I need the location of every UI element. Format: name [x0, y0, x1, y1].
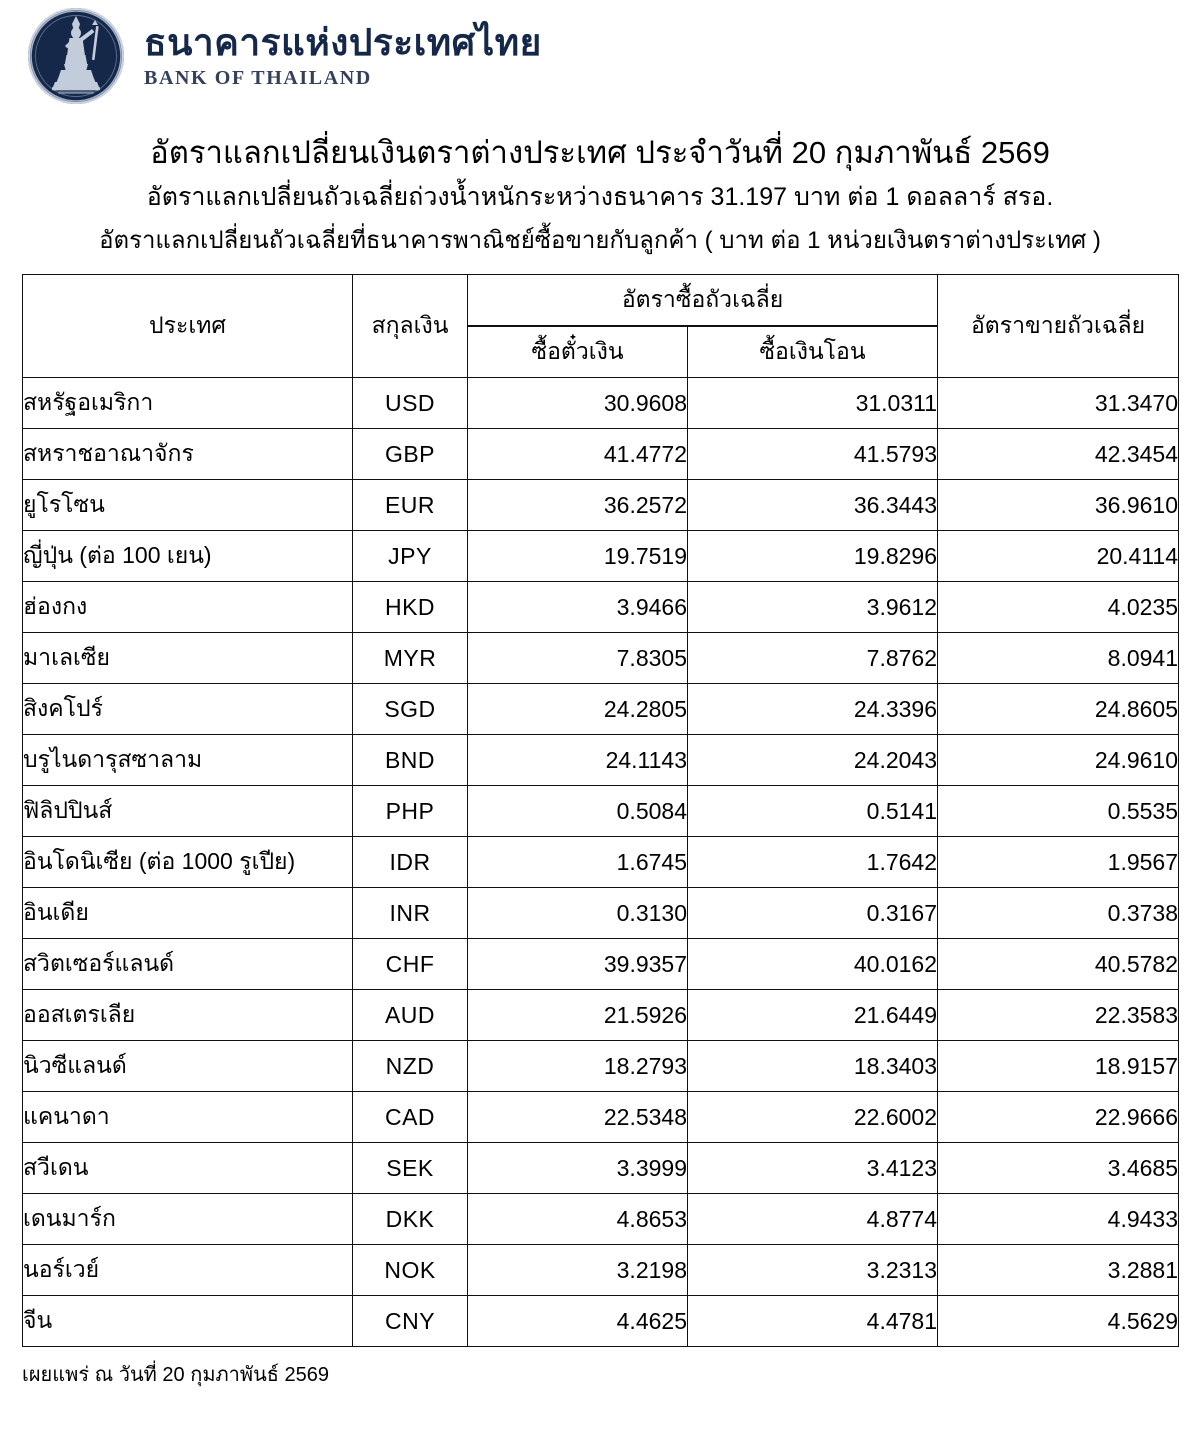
cell-currency-code: GBP [353, 429, 468, 480]
cell-currency-code: USD [353, 378, 468, 429]
exchange-rate-table-container [22, 274, 1178, 1347]
cell-buy-bill: 4.8653 [468, 1194, 688, 1245]
column-header-buy-bill: ซื้อตั๋วเงิน [468, 326, 688, 378]
column-header-country: ประเทศ [23, 275, 353, 378]
table-row [23, 1143, 1179, 1194]
cell-buy-transfer: 31.0311 [688, 378, 938, 429]
table-row [23, 888, 1179, 939]
cell-currency-code: DKK [353, 1194, 468, 1245]
bank-name-thai: ธนาคารแห่งประเทศไทย [144, 22, 542, 63]
cell-buy-bill: 3.9466 [468, 582, 688, 633]
cell-currency-code: HKD [353, 582, 468, 633]
column-header-selling-rate: อัตราขายถัวเฉลี่ย [938, 275, 1179, 378]
cell-sell: 3.2881 [938, 1245, 1179, 1296]
cell-sell: 1.9567 [938, 837, 1179, 888]
table-body [23, 378, 1179, 1347]
table-row [23, 684, 1179, 735]
table-row [23, 1296, 1179, 1347]
cell-buy-transfer: 24.3396 [688, 684, 938, 735]
cell-buy-transfer: 18.3403 [688, 1041, 938, 1092]
cell-buy-bill: 18.2793 [468, 1041, 688, 1092]
cell-currency-code: NZD [353, 1041, 468, 1092]
cell-buy-bill: 41.4772 [468, 429, 688, 480]
cell-currency-code: PHP [353, 786, 468, 837]
cell-sell: 18.9157 [938, 1041, 1179, 1092]
cell-country: ฟิลิปปินส์ [23, 786, 353, 837]
cell-buy-bill: 0.5084 [468, 786, 688, 837]
cell-buy-bill: 19.7519 [468, 531, 688, 582]
cell-country: สหราชอาณาจักร [23, 429, 353, 480]
cell-country: เดนมาร์ก [23, 1194, 353, 1245]
table-row [23, 582, 1179, 633]
cell-currency-code: NOK [353, 1245, 468, 1296]
table-row [23, 378, 1179, 429]
cell-currency-code: INR [353, 888, 468, 939]
cell-buy-bill: 0.3130 [468, 888, 688, 939]
cell-buy-bill: 3.2198 [468, 1245, 688, 1296]
table-header-row-1 [23, 275, 1179, 327]
publication-note: เผยแพร่ ณ วันที่ 20 กุมภาพันธ์ 2569 [22, 1364, 330, 1386]
cell-sell: 4.0235 [938, 582, 1179, 633]
cell-buy-transfer: 3.2313 [688, 1245, 938, 1296]
cell-buy-transfer: 22.6002 [688, 1092, 938, 1143]
cell-sell: 24.8605 [938, 684, 1179, 735]
cell-currency-code: CAD [353, 1092, 468, 1143]
cell-sell: 4.9433 [938, 1194, 1179, 1245]
column-header-currency: สกุลเงิน [353, 275, 468, 378]
cell-country: สหรัฐอเมริกา [23, 378, 353, 429]
cell-buy-bill: 7.8305 [468, 633, 688, 684]
wordmark [144, 24, 542, 88]
table-row [23, 1194, 1179, 1245]
cell-country: สวิตเซอร์แลนด์ [23, 939, 353, 990]
cell-buy-bill: 22.5348 [468, 1092, 688, 1143]
cell-currency-code: JPY [353, 531, 468, 582]
cell-sell: 4.5629 [938, 1296, 1179, 1347]
cell-country: สิงคโปร์ [23, 684, 353, 735]
cell-sell: 36.9610 [938, 480, 1179, 531]
cell-buy-transfer: 24.2043 [688, 735, 938, 786]
cell-country: นิวซีแลนด์ [23, 1041, 353, 1092]
cell-buy-transfer: 0.3167 [688, 888, 938, 939]
cell-sell: 40.5782 [938, 939, 1179, 990]
cell-buy-transfer: 21.6449 [688, 990, 938, 1041]
cell-buy-transfer: 41.5793 [688, 429, 938, 480]
cell-currency-code: EUR [353, 480, 468, 531]
cell-buy-bill: 30.9608 [468, 378, 688, 429]
cell-buy-bill: 1.6745 [468, 837, 688, 888]
cell-buy-transfer: 4.4781 [688, 1296, 938, 1347]
cell-currency-code: SGD [353, 684, 468, 735]
table-row [23, 1041, 1179, 1092]
cell-buy-bill: 3.3999 [468, 1143, 688, 1194]
cell-buy-transfer: 4.8774 [688, 1194, 938, 1245]
cell-sell: 0.5535 [938, 786, 1179, 837]
cell-buy-bill: 24.1143 [468, 735, 688, 786]
cell-sell: 22.9666 [938, 1092, 1179, 1143]
masthead [0, 0, 1200, 104]
cell-sell: 22.3583 [938, 990, 1179, 1041]
table-row [23, 939, 1179, 990]
table-head [23, 275, 1179, 378]
cell-country: มาเลเซีย [23, 633, 353, 684]
table-row [23, 1092, 1179, 1143]
cell-buy-bill: 36.2572 [468, 480, 688, 531]
cell-currency-code: CHF [353, 939, 468, 990]
column-header-buy-transfer: ซื้อเงินโอน [688, 326, 938, 378]
exchange-rate-table [22, 274, 1179, 1347]
page-titles [0, 134, 1200, 256]
cell-country: บรูไนดารุสซาลาม [23, 735, 353, 786]
table-row [23, 429, 1179, 480]
cell-buy-transfer: 7.8762 [688, 633, 938, 684]
table-row [23, 837, 1179, 888]
cell-currency-code: MYR [353, 633, 468, 684]
table-row [23, 735, 1179, 786]
cell-currency-code: CNY [353, 1296, 468, 1347]
cell-sell: 20.4114 [938, 531, 1179, 582]
cell-country: ออสเตรเลีย [23, 990, 353, 1041]
page-subtitle-commercial-bank-rate: อัตราแลกเปลี่ยนถัวเฉลี่ยที่ธนาคารพาณิชย์ซื้อขายกับลูกค้า ( บาท ต่อ 1 หน่วยเงินตราต่างประเทศ ) [99, 227, 1101, 254]
page-title: อัตราแลกเปลี่ยนเงินตราต่างประเทศ ประจำวันที่ 20 กุมภาพันธ์ 2569 [150, 135, 1050, 170]
table-row [23, 633, 1179, 684]
cell-sell: 31.3470 [938, 378, 1179, 429]
cell-country: จีน [23, 1296, 353, 1347]
cell-buy-transfer: 3.4123 [688, 1143, 938, 1194]
cell-currency-code: AUD [353, 990, 468, 1041]
cell-buy-bill: 24.2805 [468, 684, 688, 735]
table-row [23, 480, 1179, 531]
cell-buy-transfer: 1.7642 [688, 837, 938, 888]
cell-country: ฮ่องกง [23, 582, 353, 633]
cell-currency-code: BND [353, 735, 468, 786]
cell-buy-transfer: 19.8296 [688, 531, 938, 582]
cell-buy-transfer: 3.9612 [688, 582, 938, 633]
cell-country: อินโดนิเซีย (ต่อ 1000 รูเปีย) [23, 837, 353, 888]
column-header-buying-rate-group: อัตราซื้อถัวเฉลี่ย [468, 275, 938, 327]
cell-country: สวีเดน [23, 1143, 353, 1194]
cell-buy-transfer: 36.3443 [688, 480, 938, 531]
cell-country: ญี่ปุ่น (ต่อ 100 เยน) [23, 531, 353, 582]
bank-name-english: BANK OF THAILAND [144, 67, 372, 89]
table-row [23, 990, 1179, 1041]
cell-buy-bill: 21.5926 [468, 990, 688, 1041]
table-row [23, 1245, 1179, 1296]
bank-of-thailand-seal-icon [28, 8, 124, 104]
cell-sell: 42.3454 [938, 429, 1179, 480]
cell-currency-code: IDR [353, 837, 468, 888]
cell-buy-bill: 39.9357 [468, 939, 688, 990]
cell-country: นอร์เวย์ [23, 1245, 353, 1296]
cell-buy-bill: 4.4625 [468, 1296, 688, 1347]
cell-sell: 0.3738 [938, 888, 1179, 939]
cell-buy-transfer: 40.0162 [688, 939, 938, 990]
cell-currency-code: SEK [353, 1143, 468, 1194]
cell-country: อินเดีย [23, 888, 353, 939]
cell-sell: 8.0941 [938, 633, 1179, 684]
cell-buy-transfer: 0.5141 [688, 786, 938, 837]
table-row [23, 786, 1179, 837]
cell-country: ยูโรโซน [23, 480, 353, 531]
page-subtitle-interbank-rate: อัตราแลกเปลี่ยนถัวเฉลี่ยถ่วงน้ำหนักระหว่างธนาคาร 31.197 บาท ต่อ 1 ดอลลาร์ สรอ. [146, 182, 1054, 211]
cell-sell: 24.9610 [938, 735, 1179, 786]
cell-sell: 3.4685 [938, 1143, 1179, 1194]
table-row [23, 531, 1179, 582]
cell-country: แคนาดา [23, 1092, 353, 1143]
